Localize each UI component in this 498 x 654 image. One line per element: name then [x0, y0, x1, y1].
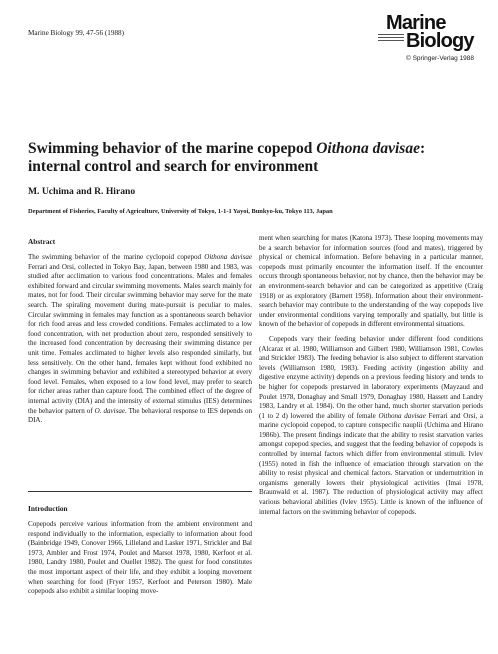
introduction-left-column	[28, 520, 252, 597]
journal-citation: Marine Biology 99, 47-56 (1988)	[28, 29, 125, 37]
introduction-paragraph-continued: ment when searching for mates (Katona 1973). These looping movements may be a search behavior for information sources (food and mates), triggered by physical or chemical information. Before behaving in a particular manner, copepods must primarily encounter the information itself. If the encounter occurs through spontaneous behavior, not by chance, then the behavior may be an environment-search behavior and can be categorized as appetitive (Craig 1918) or as exploratory (Barnett 1958). Information about their environment-search behavior may contribute to the understanding of the way copepods live under environmental conditions varying temporally and spatially, but little is known of the behavior of copepods in different environmental situations.	[259, 234, 483, 329]
abstract-text-1: The swimming behavior of the marine cyclopoid copepod	[28, 253, 205, 261]
abstract-text-2: Ferrari and Orsi, collected in Tokyo Bay, Japan, between 1980 and 1983, was studied after acclimation to various food concentrations. Males and females exhibited forward and circular swimming movements. Males search mainly for mates, not for food. Their circular swimming behavior may serve for the mate search. The spiraling movement during mate-pursuit is peculiar to males. Circular swimming in females may function as a spontaneous search behavior for rich food areas and less crowded conditions. Females acclimated to a low food concentration, with net production about zero, responded sensitively to the increased food concentration by decreasing their swimming distance per unit time. Females acclimated to higher levels also responded similarly, but less sensitively. On the other hand, females kept without food exhibited no changes in swimming behavior and exhibited a stereotyped behavior at every food level. Females, when exposed to a low food level, may prefer to search for richer areas rather than capture food. The combined effect of the degree of internal activity (DIA) and the intensity of external stimulus (IES) determines the behavior pattern of	[28, 262, 252, 415]
introduction-right-column	[259, 234, 483, 517]
affiliation: Department of Fisheries, Faculty of Agriculture, University of Tokyo, 1-1-1 Yayoi, Bunkyo-ku, Tokyo 113, Japan	[28, 208, 333, 215]
title-line2: internal control and search for environment	[28, 158, 319, 175]
abstract-species-2: O. davisae	[94, 406, 125, 415]
abstract-paragraph	[28, 253, 252, 426]
copyright-notice: © Springer-Verlag 1988	[406, 55, 475, 62]
abstract-heading: Abstract	[28, 237, 56, 246]
marine-biology-logo	[378, 13, 474, 71]
authors: M. Uchima and R. Hirano	[28, 186, 136, 197]
logo-word-biology: Biology	[406, 30, 474, 52]
article-title	[28, 140, 478, 176]
logo-decoration	[378, 34, 404, 43]
title-text-part2: :	[419, 140, 426, 157]
title-text-part1: Swimming behavior of the marine copepod	[28, 140, 317, 157]
title-species: Oithona davisae	[316, 140, 420, 157]
abstract-species-1: Oithona davisae	[204, 253, 253, 261]
abstract-text-3: . The behavioral response to IES depends on DIA.	[28, 406, 252, 425]
intro-p2-species: Oithona davisae	[378, 411, 426, 420]
abstract-body	[28, 253, 252, 426]
logo-word-marine: Marine	[386, 12, 446, 34]
introduction-paragraph-2	[259, 335, 483, 517]
introduction-paragraph-1: Copepods perceive various information from the ambient environment and respond individually to the information, especially to information about food (Bainbridge 1949, Conover 1966, Lilleland and Lasker 1971, Strickler and Bal 1973, Ambler and Frost 1974, Poulet and Marsot 1978, 1980, Kerfoot et al. 1980, Landry 1980, Poulet and Ouellet 1982). The quest for food constitutes the most important aspect of their life, and they exhibit a looping movement when searching for food (Fryer 1957, Kerfoot and Peterson 1980). Male copepods also exhibit a similar looping move-	[28, 520, 252, 596]
section-divider	[28, 491, 252, 492]
introduction-heading: Introduction	[28, 504, 68, 513]
intro-p2-text-a: Copepods vary their feeding behavior under different food conditions (Alcaraz et al. 1980, Williamson and Gilbert 1980, Williamson 1981, Cowles and Strickler 1983). The feeding behavior is also subject to different starvation levels (Williamson 1980, 1983). Feeding activity (ingestion ability and digestive enzyme activity) depends on a previous feeding history and tends to be higher for copepods prestarved in laboratory experiments (Mayzaud and Poulet 1978, Donaghay and Small 1979, Donaghay 1980, Hassett and Landry 1983, Landry et al. 1984). On the other hand, much shorter starvation periods (1 to 2 d) lowered the ability of female	[259, 334, 483, 420]
intro-p2-text-b: Ferrari and Orsi, a marine cyclopoid copepod, to capture conspecific nauplii (Uchima and Hirano 1986b). The present findings indicate that the ability to resist starvation varies amongst copepod species, and suggest that the feeding behavior of copepods is controlled by internal factors which differ from environmental stimuli. Ivlev (1955) noted in fish the influence of emaciation through starvation on the ability to resist physical and chemical factors. Starvation or undernutrition in organisms generally lowers their physiological activities (Imai 1978, Braunwald et al. 1987). The reduction of physiological activity may affect various behavioral abilities (Ivlev 1955). Little is known of the influence of internal factors on the swimming behavior of copepods.	[259, 411, 484, 516]
